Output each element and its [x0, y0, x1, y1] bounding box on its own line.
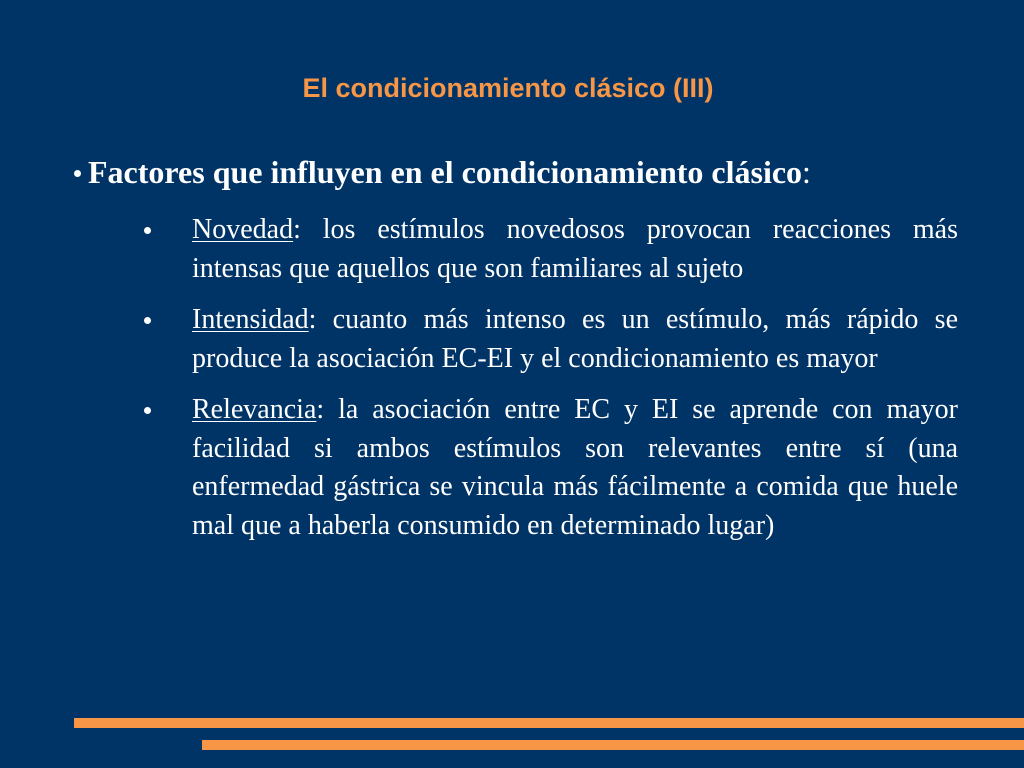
- list-item-relevancia: [140, 391, 958, 545]
- bullet-dot-icon: [144, 317, 151, 324]
- bullet-dot-icon: [144, 227, 151, 234]
- bullet-dot-icon: [144, 407, 151, 414]
- list-item-novedad: [140, 211, 958, 288]
- main-bullet-suffix: :: [802, 154, 811, 190]
- decorative-stripe-top: [74, 718, 1024, 728]
- main-bullet-heading: Factores que influyen en el condicionamiento clásico: [88, 154, 803, 190]
- list-item-term: Relevancia: [192, 394, 317, 425]
- factors-list: [140, 211, 958, 558]
- list-item-intensidad: [140, 301, 958, 378]
- main-bullet: [74, 150, 974, 194]
- list-item-term: Intensidad: [192, 304, 309, 335]
- slide-title: El condicionamiento clásico (III): [302, 73, 714, 103]
- list-item-text: : cuanto más intenso es un estímulo, más rápido se produce la asociación EC-EI y el condicionamiento es mayor: [192, 304, 958, 374]
- decorative-stripe-bottom: [202, 740, 1024, 750]
- list-item-text: : la asociación entre EC y EI se aprende con mayor facilidad si ambos estímulos son relevantes entre sí (una enfermedad gástrica se vincula más fácilmente a comida que huele mal que a haberla consumido en determinado lugar): [192, 394, 958, 541]
- list-item-text: : los estímulos novedosos provocan reacciones más intensas que aquellos que son familiares al sujeto: [192, 214, 958, 284]
- bullet-dot-icon: [74, 170, 81, 177]
- list-item-term: Novedad: [192, 214, 294, 245]
